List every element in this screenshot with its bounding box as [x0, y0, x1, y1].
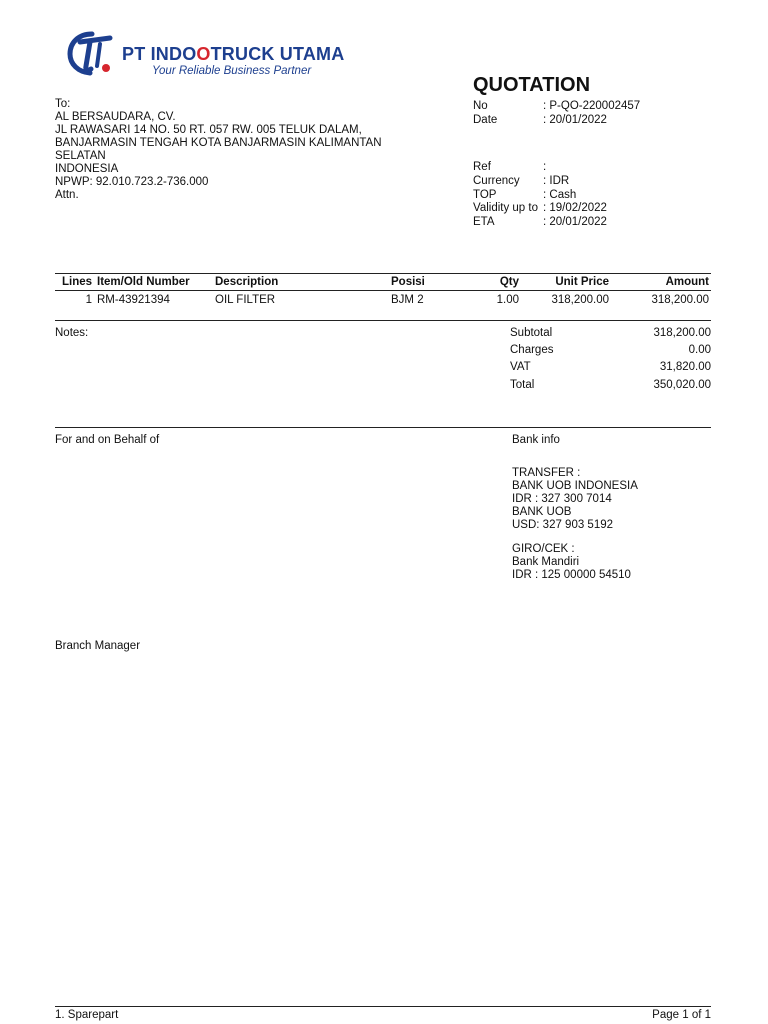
recipient-line: JL RAWASARI 14 NO. 50 RT. 057 RW. 005 TELUK DALAM,: [55, 124, 362, 136]
meta-value: : 20/01/2022: [543, 216, 607, 228]
recipient-line: BANJARMASIN TENGAH KOTA BANJARMASIN KALIMANTAN: [55, 137, 382, 149]
meta-label: ETA: [473, 216, 495, 228]
subtotal-value: 318,200.00: [653, 327, 711, 339]
vat-label: VAT: [510, 361, 531, 373]
recipient-line: SELATAN: [55, 150, 106, 162]
meta-label: Validity up to: [473, 202, 538, 214]
recipient-line: AL BERSAUDARA, CV.: [55, 111, 176, 123]
total-label: Total: [510, 379, 535, 391]
charges-label: Charges: [510, 344, 554, 356]
recipient-line: INDONESIA: [55, 163, 119, 175]
column-header-qty: Qty: [499, 276, 519, 288]
meta-label: No: [473, 100, 488, 112]
to-label: To:: [55, 98, 71, 110]
recipient-block: [55, 98, 382, 202]
bank-line: TRANSFER :: [512, 467, 581, 479]
bank-line: IDR : 125 00000 54510: [512, 569, 631, 581]
column-header-lines: Lines: [62, 276, 93, 288]
meta-value: : Cash: [543, 189, 577, 201]
bank-transfer-block: [512, 467, 638, 532]
cell-description: OIL FILTER: [215, 294, 276, 306]
page-number: Page 1 of 1: [652, 1009, 711, 1021]
column-header-unit-price: Unit Price: [555, 276, 609, 288]
meta-label: Currency: [473, 175, 520, 187]
bank-line: IDR : 327 300 7014: [512, 493, 612, 505]
recipient-line: NPWP: 92.010.723.2-736.000: [55, 176, 209, 188]
bank-giro-block: [512, 543, 631, 582]
section-rule: [55, 427, 711, 428]
total-value: 350,020.00: [653, 379, 711, 391]
company-emblem-icon: [66, 30, 118, 76]
meta-label: Date: [473, 114, 498, 126]
company-tagline: Your Reliable Business Partner: [152, 65, 312, 77]
column-header-amount: Amount: [665, 276, 709, 288]
meta-value: : 20/01/2022: [543, 114, 607, 126]
cell-qty: 1.00: [496, 294, 519, 306]
cell-unit-price: 318,200.00: [551, 294, 609, 306]
table-top-rule: [55, 273, 711, 274]
cell-amount: 318,200.00: [651, 294, 709, 306]
company-logo: [66, 30, 356, 80]
subtotal-label: Subtotal: [510, 327, 553, 339]
footer-rule: [55, 1006, 711, 1007]
bank-info-title: Bank info: [512, 434, 560, 446]
charges-value: 0.00: [688, 344, 711, 356]
meta-label: Ref: [473, 161, 491, 173]
column-header-item: Item/Old Number: [97, 276, 190, 288]
bank-line: USD: 327 903 5192: [512, 519, 614, 531]
company-name: PT INDOOTRUCK UTAMA: [122, 44, 345, 64]
meta-label: TOP: [473, 189, 497, 201]
signatory-role: Branch Manager: [55, 640, 141, 652]
behalf-text: For and on Behalf of: [55, 434, 160, 446]
cell-item: RM-43921394: [97, 294, 170, 306]
bank-line: BANK UOB INDONESIA: [512, 480, 638, 492]
meta-value: :: [543, 161, 547, 173]
vat-value: 31,820.00: [659, 361, 711, 373]
column-header-posisi: Posisi: [391, 276, 425, 288]
column-header-description: Description: [215, 276, 279, 288]
bank-line: GIRO/CEK :: [512, 543, 575, 555]
meta-value: : 19/02/2022: [543, 202, 607, 214]
bank-line: Bank Mandiri: [512, 556, 580, 568]
bank-line: BANK UOB: [512, 506, 572, 518]
document-title: QUOTATION: [473, 74, 591, 96]
notes-label: Notes:: [55, 327, 89, 339]
cell-line: 1: [85, 294, 92, 306]
cell-posisi: BJM 2: [391, 294, 424, 306]
meta-value: : IDR: [543, 175, 570, 187]
meta-value: : P-QO-220002457: [543, 100, 641, 112]
footer-left-text: 1. Sparepart: [55, 1009, 119, 1021]
table-bottom-rule: [55, 320, 711, 321]
table-header-rule: [55, 290, 711, 291]
recipient-line: Attn.: [55, 189, 79, 201]
